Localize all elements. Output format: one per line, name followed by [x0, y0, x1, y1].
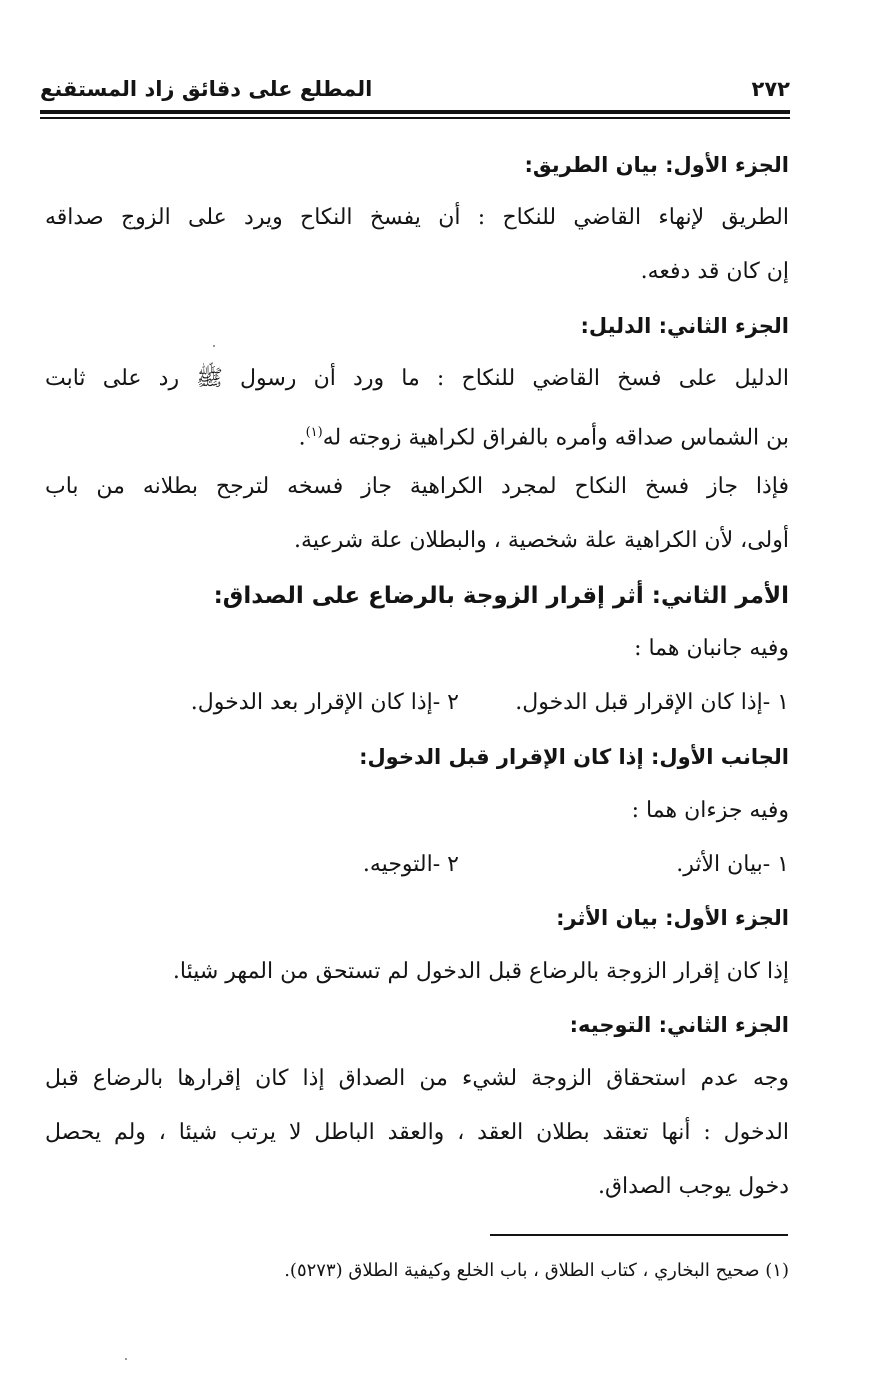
section-heading-second-matter: الأمر الثاني: أثر إقرار الزوجة بالرضاع على الصداق:	[213, 583, 789, 609]
paragraph-line: إن كان قد دفعه.	[640, 259, 789, 284]
paragraph-line: أولى، لأن الكراهية علة شخصية ، والبطلان علة شرعية.	[294, 528, 789, 553]
subheading-part-one-effect: الجزء الأول: بيان الأثر:	[556, 906, 789, 930]
two-column-list	[45, 850, 789, 880]
subheading-part-one-method: الجزء الأول: بيان الطريق:	[524, 153, 789, 177]
footnote-reference: (١)	[305, 425, 323, 440]
footnote: (١) صحيح البخاري ، كتاب الطلاق ، باب الخلع وكيفية الطلاق (٥٢٧٣).	[284, 1260, 789, 1281]
paragraph-line: الدخول : أنها تعتقد بطلان العقد ، والعقد الباطل لا يرتب شيئا ، ولم يحصل	[45, 1120, 789, 1145]
paragraph-line: وفيه جانبان هما :	[634, 636, 789, 661]
paragraph-line: وجه عدم استحقاق الزوجة لشيء من الصداق إذا كان إقرارها بالرضاع قبل	[45, 1066, 789, 1091]
subheading-first-aspect: الجانب الأول: إذا كان الإقرار قبل الدخول:	[359, 745, 789, 769]
list-item: ٢ -التوجيه.	[362, 852, 459, 877]
subheading-part-two-justification: الجزء الثاني: التوجيه:	[569, 1013, 789, 1037]
subheading-part-two-evidence: الجزء الثاني: الدليل:	[580, 314, 789, 338]
two-column-list	[45, 688, 789, 718]
paragraph-line: الطريق لإنهاء القاضي للنكاح : أن يفسخ النكاح ويرد على الزوج صداقه	[45, 205, 789, 230]
header-rule-thick	[40, 110, 790, 114]
page-number: ٢٧٢	[751, 77, 790, 101]
book-title: المطلع على دقائق زاد المستقنع	[40, 77, 373, 101]
list-item: ١ -بيان الأثر.	[676, 852, 789, 877]
footnote-separator	[490, 1234, 788, 1236]
paragraph-line: وفيه جزءان هما :	[631, 798, 789, 823]
paragraph-line: إذا كان إقرار الزوجة بالرضاع قبل الدخول لم تستحق من المهر شيئا.	[172, 959, 789, 984]
paragraph-line: فإذا جاز فسخ النكاح لمجرد الكراهية جاز فسخه لترجح بطلانه من باب	[45, 474, 789, 499]
paragraph-line: دخول يوجب الصداق.	[597, 1174, 789, 1199]
list-item: ٢ -إذا كان الإقرار بعد الدخول.	[190, 690, 459, 715]
list-item: ١ -إذا كان الإقرار قبل الدخول.	[515, 690, 789, 715]
running-header	[40, 72, 790, 106]
paragraph-line: بن الشماس صداقه وأمره بالفراق لكراهية زوجته له$^{(١)}$.	[298, 425, 789, 451]
paragraph-line: الدليل على فسخ القاضي للنكاح : ما ورد أن رسول ﷺ رد على ثابت	[45, 366, 789, 391]
scan-speck	[125, 1358, 127, 1360]
header-rule-thin	[40, 117, 790, 119]
scan-speck	[213, 345, 215, 347]
